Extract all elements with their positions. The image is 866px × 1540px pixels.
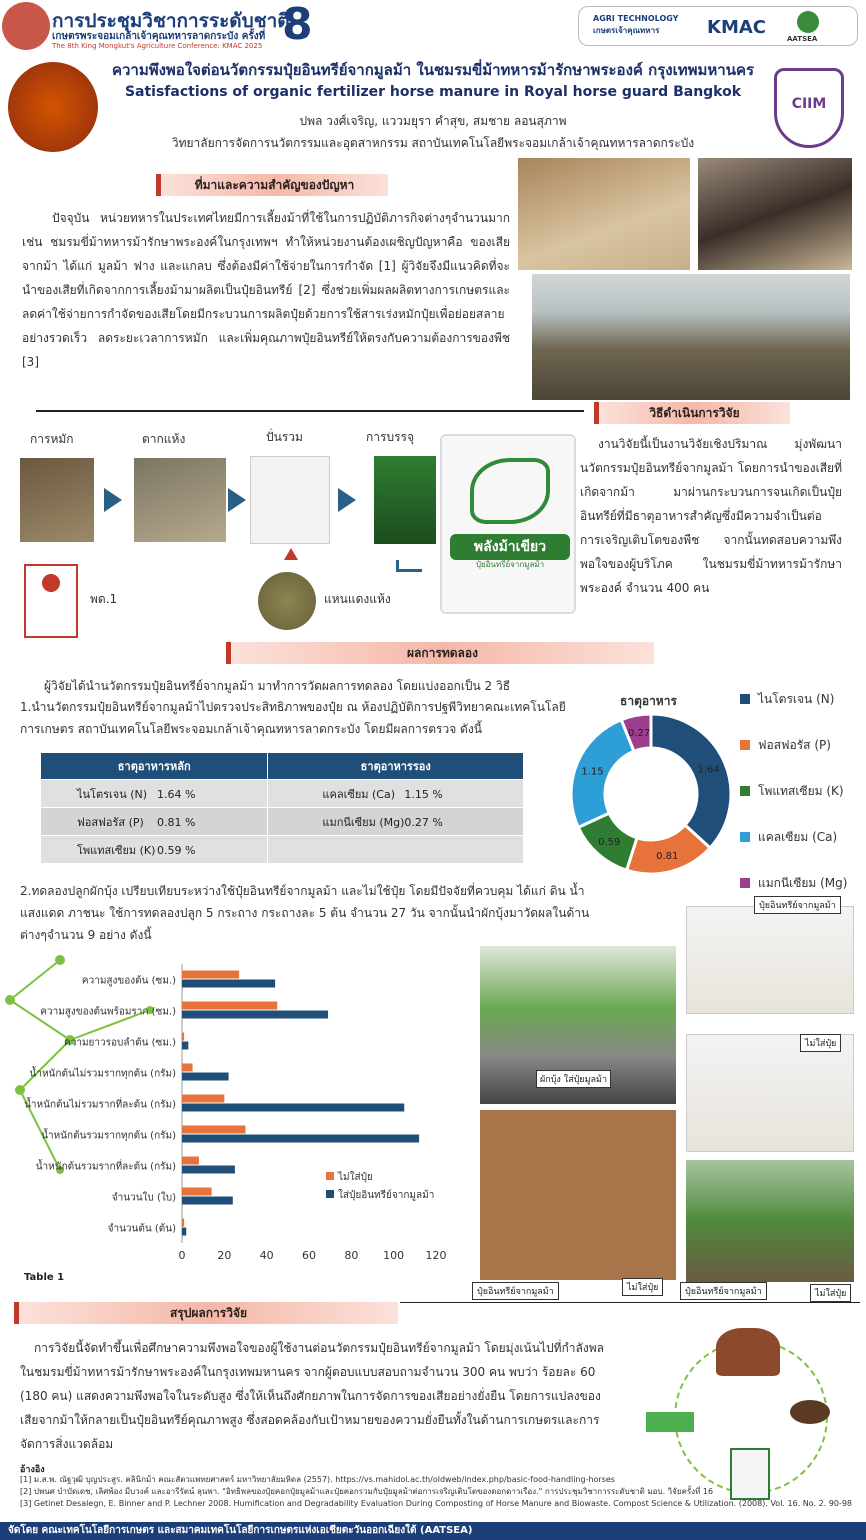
bar-legend-swatch [326,1190,334,1198]
results-heading: ผลการทดลอง [226,642,654,664]
method-text: งานวิจัยนี้เป็นงานวิจัยเชิงปริมาณ มุ่งพัฒนานวัตกรรมปุ๋ยอินทรีย์จากมูลม้า โดยการนำของเสียที่เกิดจากม้า มาผ่านกระบวนการจนเกิดเป็นปุ๋ยอินทรีย์ที่มีธาตุอาหารสำคัญซึ่งมีความจำเป็นต่อการเจริญเติบโตของพืช จากนั้นทดสอบความพึงพอใจของผู้บริโภค ในชมรมขี่ม้าทหารม้ารักษาพระองค์ จำนวน 400 คน [580,437,842,595]
seedlings-fertilized-photo [686,906,854,1014]
horse-head-icon [470,458,550,524]
partner-logos [578,6,858,46]
reference-item: [3] Getinet Desalegn, E. Binner and P. Lechner 2008. Humification and Degradability Evaluation During Composting of Horse Manure and Biowaste. Compost Science & Utilization. (2008). Vol. 16. No. 2. 90-98 [20,1499,853,1508]
bar-legend-label: ไม่ใส่ปุ๋ย [338,1172,373,1183]
bar [182,1135,419,1143]
table-cell: 1.64 % [157,787,196,801]
x-tick-label: 60 [302,1249,316,1262]
step-label-drying: ตากแห้ง [142,432,186,446]
packaging-machine-photo [374,456,436,544]
bar [182,1095,224,1103]
bar [182,1166,235,1174]
photo-label-with-fertilizer-2: ปุ๋ยอินทรีย์จากมูลม้า [754,896,841,914]
category-label: ความสูงของต้น (ซม.) [81,975,176,987]
category-label: น้ำหนักต้นไม่รวมรากทุกต้น (กรัม) [29,1068,176,1080]
method-heading: วิธีดำเนินการวิจัย [594,402,790,424]
legend-item [740,722,860,768]
photo-label-no-fertilizer: ไม่ใส่ปุ๋ย [622,1278,663,1296]
legend-item [740,768,860,814]
plants-comparison-photo [480,1110,676,1280]
conclusion-heading: สรุปผลการวิจัย [14,1302,398,1324]
bar [182,1104,404,1112]
ciim-logo-text: CIIM [791,96,827,112]
category-label: จำนวนต้น (ต้น) [107,1223,176,1235]
table-cell: แมกนีเซียม (Mg) [322,815,405,829]
x-tick-label: 100 [383,1249,405,1262]
poster-title-thai: ความพึงพอใจต่อนวัตกรรมปุ๋ยอินทรีย์จากมูลม้า ในชมรมขี่ม้าทหารม้ารักษาพระองค์ กรุงเทพมหานคร [111,61,755,79]
table-header-primary: ธาตุอาหารหลัก [41,753,268,780]
x-tick-label: 40 [259,1249,274,1262]
grass-icon [646,1412,694,1432]
conference-english: The 8th King Mongkut's Agriculture Conference: KMAC 2025 [52,42,263,50]
legend-label: แคลเซียม (Ca) [758,829,838,844]
category-label: จำนวนใบ (ใบ) [111,1192,176,1204]
bar [182,1188,212,1196]
conference-number: 8 [282,0,313,50]
arrow-right-icon [104,488,122,512]
manure-bins-photo [532,274,850,400]
bar-legend-label: ใส่ปุ๋ยอินทรีย์จากมูลม้า [338,1190,435,1201]
bar [182,1042,188,1050]
table-caption: Table 1 [24,1272,65,1283]
legend-swatch [740,878,750,888]
x-tick-label: 120 [425,1249,447,1262]
authors: ปพล วงศ์เจริญ, แววมยุรา คำสุข, สมชาย ลอนสุภาพ [299,114,567,128]
donut-chart-title: ธาตุอาหาร [620,694,677,708]
poster-title-english: Satisfactions of organic fertilizer horse manure in Royal horse guard Bangkok [124,84,742,100]
morning-glory-scale-photo [480,946,676,1104]
conclusion-text: การวิจัยนี้จัดทำขึ้นเพื่อศึกษาความพึงพอใจของผู้ใช้งานต่อนวัตกรรมปุ๋ยอินทรีย์จากมูลม้า โดยมุ่งเน้นไปที่กำลังพลในชมรมขี่ม้าทหารม้ารักษาพระองค์ในกรุงเทพมหานคร จากผู้ตอบแบบสอบถามจำนวน 300 คน พบว่า ร้อยละ 60 (180 คน) แสดงความพึงพอใจในระดับสูง ซึ่งให้เห็นถึงศักยภาพในการจัดการของเสียอย่างยั่งยืน โดยการแปลงของเสียจากม้าให้กลายเป็นปุ๋ยอินทรีย์คุณภาพสูง ซึ่งสอดคล้องกับเป้าหมายของความยั่งยืนทั้งในด้านการเกษตรและการจัดการสิ่งแวดล้อม [20,1341,604,1451]
arrow-down-right-icon [396,560,422,572]
category-label: น้ำหนักต้นไม่รวมรากที่ละต้น (กรัม) [24,1099,176,1111]
reference-item: [2] ปพนศ บำบัดเดช, เลิศพ้อง มีบวงค์ และอารีรัตน์ ลุนพา. "อิทธิพลของปุ๋ยคอกปุ๋ยมูลม้าและปุ๋ยคอกรวมกับปุ๋ยมูลม้าต่อการเจริญเติบโตของดอกดาวเรือง." การประชุมวิชาการระดับชาติ มอบ. วิจัยครั้งที่ 16 [20,1487,714,1496]
category-label: น้ำหนักต้นรวมรากทุกต้น (กรัม) [41,1130,176,1142]
results-intro: ผู้วิจัยได้นำนวัตกรรมปุ๋ยอินทรีย์จากมูลม้า มาทำการวัดผลการทดลอง โดยแบ่งออกเป็น 2 วิธี [44,679,511,693]
bar [182,1011,328,1019]
aatsea-logo-icon [797,11,819,33]
table-cell: 1.15 % [404,787,443,801]
background-text: ปัจจุบัน หน่วยทหารในประเทศไทยมีการเลี้ยงม้าที่ใช้ในการปฏิบัติภารกิจต่างๆจำนวนมากเช่น ชมรมขี่ม้าทหารม้ารักษาพระองค์ในกรุงเทพฯ ทำให้หน่วยงานต้องเผชิญปัญหาคือ ของเสียจากม้า ได้แก่ มูลม้า ฟาง และแกลบ ซึ่งต้องมีค่าใช้จ่ายในการกำจัด [1] ผู้วิจัยจึงมีแนวคิดที่จะนำของเสียที่เกิดจากการเลี้ยงม้ามาผลิตเป็นปุ๋ยอินทรีย์ [2] ซึ่งช่วยเพิ่มผลผลิตทางการเกษตรและลดค่าใช้จ่ายการกำจัดของเสียโดยมีกระบวนการผลิตปุ๋ยด้วยการใช้สารเร่งหมักปุ๋ยเพื่อย่อยสลายอย่างรวดเร็ว ลดระยะเวลาการหมัก และเพิ่มคุณภาพปุ๋ยอินทรีย์ให้ตรงกับความต้องการของพืช [3] [22,211,510,369]
photo-label-with-fertilizer-3: ปุ๋ยอินทรีย์จากมูลม้า [680,1282,767,1300]
horse-stable-photo-2 [698,158,852,270]
reference-item: [1] ม.ส.พ. ณัฐวุฒิ บุญประสูร. คลินิกม้า คณะสัตวแพทยศาสตร์ มหาวิทยาลัยมหิดล (2557). https://vs.mahidol.ac.th/oldweb/index.php/basic-food-handling-horses [20,1475,615,1484]
table-cell: 0.27 % [404,815,443,829]
fertilizer-bag [440,434,576,614]
photo-label-with-fertilizer: ปุ๋ยอินทรีย์จากมูลม้า [472,1282,559,1300]
results-part2: 2.ทดลองปลูกผักบุ้ง เปรียบเทียบระหว่างใช้ปุ๋ยอินทรีย์จากมูลม้า และไม่ใช้ปุ๋ย โดยมีปัจจัยที่ควบคุม ได้แก่ ดิน น้ำ แสงแดด ภาชนะ ใช้การทดลองปลูก 5 กระถาง กระถางละ 5 ต้น จำนวน 27 วัน จากนั้นนำผักบุ้งมาวัดผลในด้านต่างๆจำนวน 9 อย่าง ดังนี้ [20,884,590,942]
donut-legend [740,676,860,906]
bar [182,1197,233,1205]
x-tick-label: 0 [178,1249,186,1262]
bar [182,1219,184,1227]
partner-agri-logo: AGRI TECHNOLOGY เกษตรเจ้าคุณทหาร [593,14,679,35]
donut-data-label: 1.64 [697,764,720,776]
legend-label: โพแทสเซียม (K) [758,783,844,798]
bar [182,1033,184,1041]
manure-icon [790,1400,830,1424]
donut-data-label: 0.59 [598,837,621,849]
affiliation: วิทยาลัยการจัดการนวัตกรรมและอุตสาหกรรม สถาบันเทคโนโลยีพระจอมเกล้าเจ้าคุณทหารลาดกระบัง [171,136,695,150]
step-label-mixing: ปั่นรวม [266,430,303,444]
bar-legend-swatch [326,1172,334,1180]
x-tick-label: 20 [217,1249,232,1262]
table-cell: 0.81 % [157,815,196,829]
legend-label: ไนโตรเจน (N) [758,691,835,706]
bar [182,1126,246,1134]
table-cell: แคลเซียม (Ca) [322,787,396,801]
drying-photo [134,458,226,542]
legend-item [740,676,860,722]
photo-label-no-fertilizer-2: ไม่ใส่ปุ๋ย [800,1034,841,1052]
step-label-composting: การหมัก [30,432,74,446]
references-heading: อ้างอิง [20,1465,45,1475]
table-cell: ไนโตรเจน (N) [77,787,148,801]
donut-data-label: 1.15 [581,766,604,778]
bar [182,971,239,979]
divider-line [400,1302,860,1303]
results-part1: 1.นำนวัตกรรมปุ๋ยอินทรีย์จากมูลม้าไปตรวจประสิทธิภาพของปุ๋ย ณ ห้องปฏิบัติการปฐพีวิทยาคณะเทคโนโลยีการเกษตร สถาบันเทคโนโลยีพระจอมเกล้าเจ้าคุณทหารลาดกระบัง โดยมีผลการตรวจ ดังนี้ [20,700,566,736]
arrow-right-icon [338,488,356,512]
partner-aatsea-logo: AATSEA [787,35,818,43]
cert-label: พด.1 [90,592,118,606]
certificate-seal-icon [42,574,60,592]
table-row [41,780,524,808]
footer: จัดโดย คณะเทคโนโลยีการเกษตร และสมาคมเทคโนโลยีการเกษตรแห่งเอเชียตะวันออกเฉียงใต้ (AATSEA) [0,1522,866,1540]
arrow-right-icon [228,488,246,512]
legend-swatch [740,740,750,750]
divider-line [36,410,584,412]
bar [182,1228,186,1236]
donut-data-label: 0.27 [627,728,651,740]
kmitl-logo-icon [2,2,50,50]
legend-swatch [740,786,750,796]
nutrient-table [40,752,524,864]
legend-item [740,814,860,860]
category-label: น้ำหนักต้นรวมรากที่ละต้น (กรัม) [35,1161,176,1173]
arrow-up-icon [284,548,298,560]
bar [182,980,275,988]
bag-brand-label: พลังม้าเขียว [450,534,570,560]
potted-plants-photo [686,1160,854,1282]
donut-slice [651,714,731,848]
legend-label: ฟอสฟอรัส (P) [758,737,831,752]
bar [182,1073,229,1081]
table-row [41,808,524,836]
donut-chart [566,706,736,886]
category-label: ความสูงของต้นพร้อมราก (ซม.) [40,1006,176,1018]
mixer-machine-photo [250,456,330,544]
scale-label: ผักบุ้ง ใส่ปุ๋ยมูลม้า [536,1070,611,1088]
background-heading: ที่มาและความสำคัญของปัญหา [156,174,388,196]
category-label: ความยาวรอบลำต้น (ซม.) [64,1037,176,1049]
bar [182,1064,193,1072]
bar-chart [0,958,470,1278]
step-label-packaging: การบรรจุ [366,430,414,444]
donut-data-label: 0.81 [656,850,679,862]
legend-swatch [740,694,750,704]
legend-label: แมกนีเซียม (Mg) [758,875,848,890]
x-tick-label: 80 [344,1249,359,1262]
table-header-secondary: ธาตุอาหารรอง [268,753,524,780]
conference-title: การประชุมวิชาการระดับชาติ [52,10,290,32]
certificate-image [24,564,78,638]
legend-swatch [740,832,750,842]
table-cell: 0.59 % [157,843,196,857]
horse-icon [716,1328,780,1376]
bar [182,1002,277,1010]
partner-kmac-logo: KMAC [707,17,767,38]
table-cell: ฟอสฟอรัส (P) [77,815,144,829]
ingredient-label: แหนแดงแห้ง [324,592,391,606]
bar [182,1157,199,1165]
composting-photo [20,458,94,542]
photo-label-no-fertilizer-3: ไม่ใส่ปุ๋ย [810,1284,851,1302]
bag-sub-label: ปุ๋ยอินทรีย์จากมูลม้า [475,560,545,569]
table-row [41,836,524,864]
horse-stable-photo-1 [518,158,690,270]
table-cell: โพแทสเซียม (K) [77,843,156,857]
conference-subtitle: เกษตรพระจอมเกล้าเจ้าคุณทหารลาดกระบัง ครั้งที่ [52,31,266,42]
dried-azolla-photo [258,572,316,630]
